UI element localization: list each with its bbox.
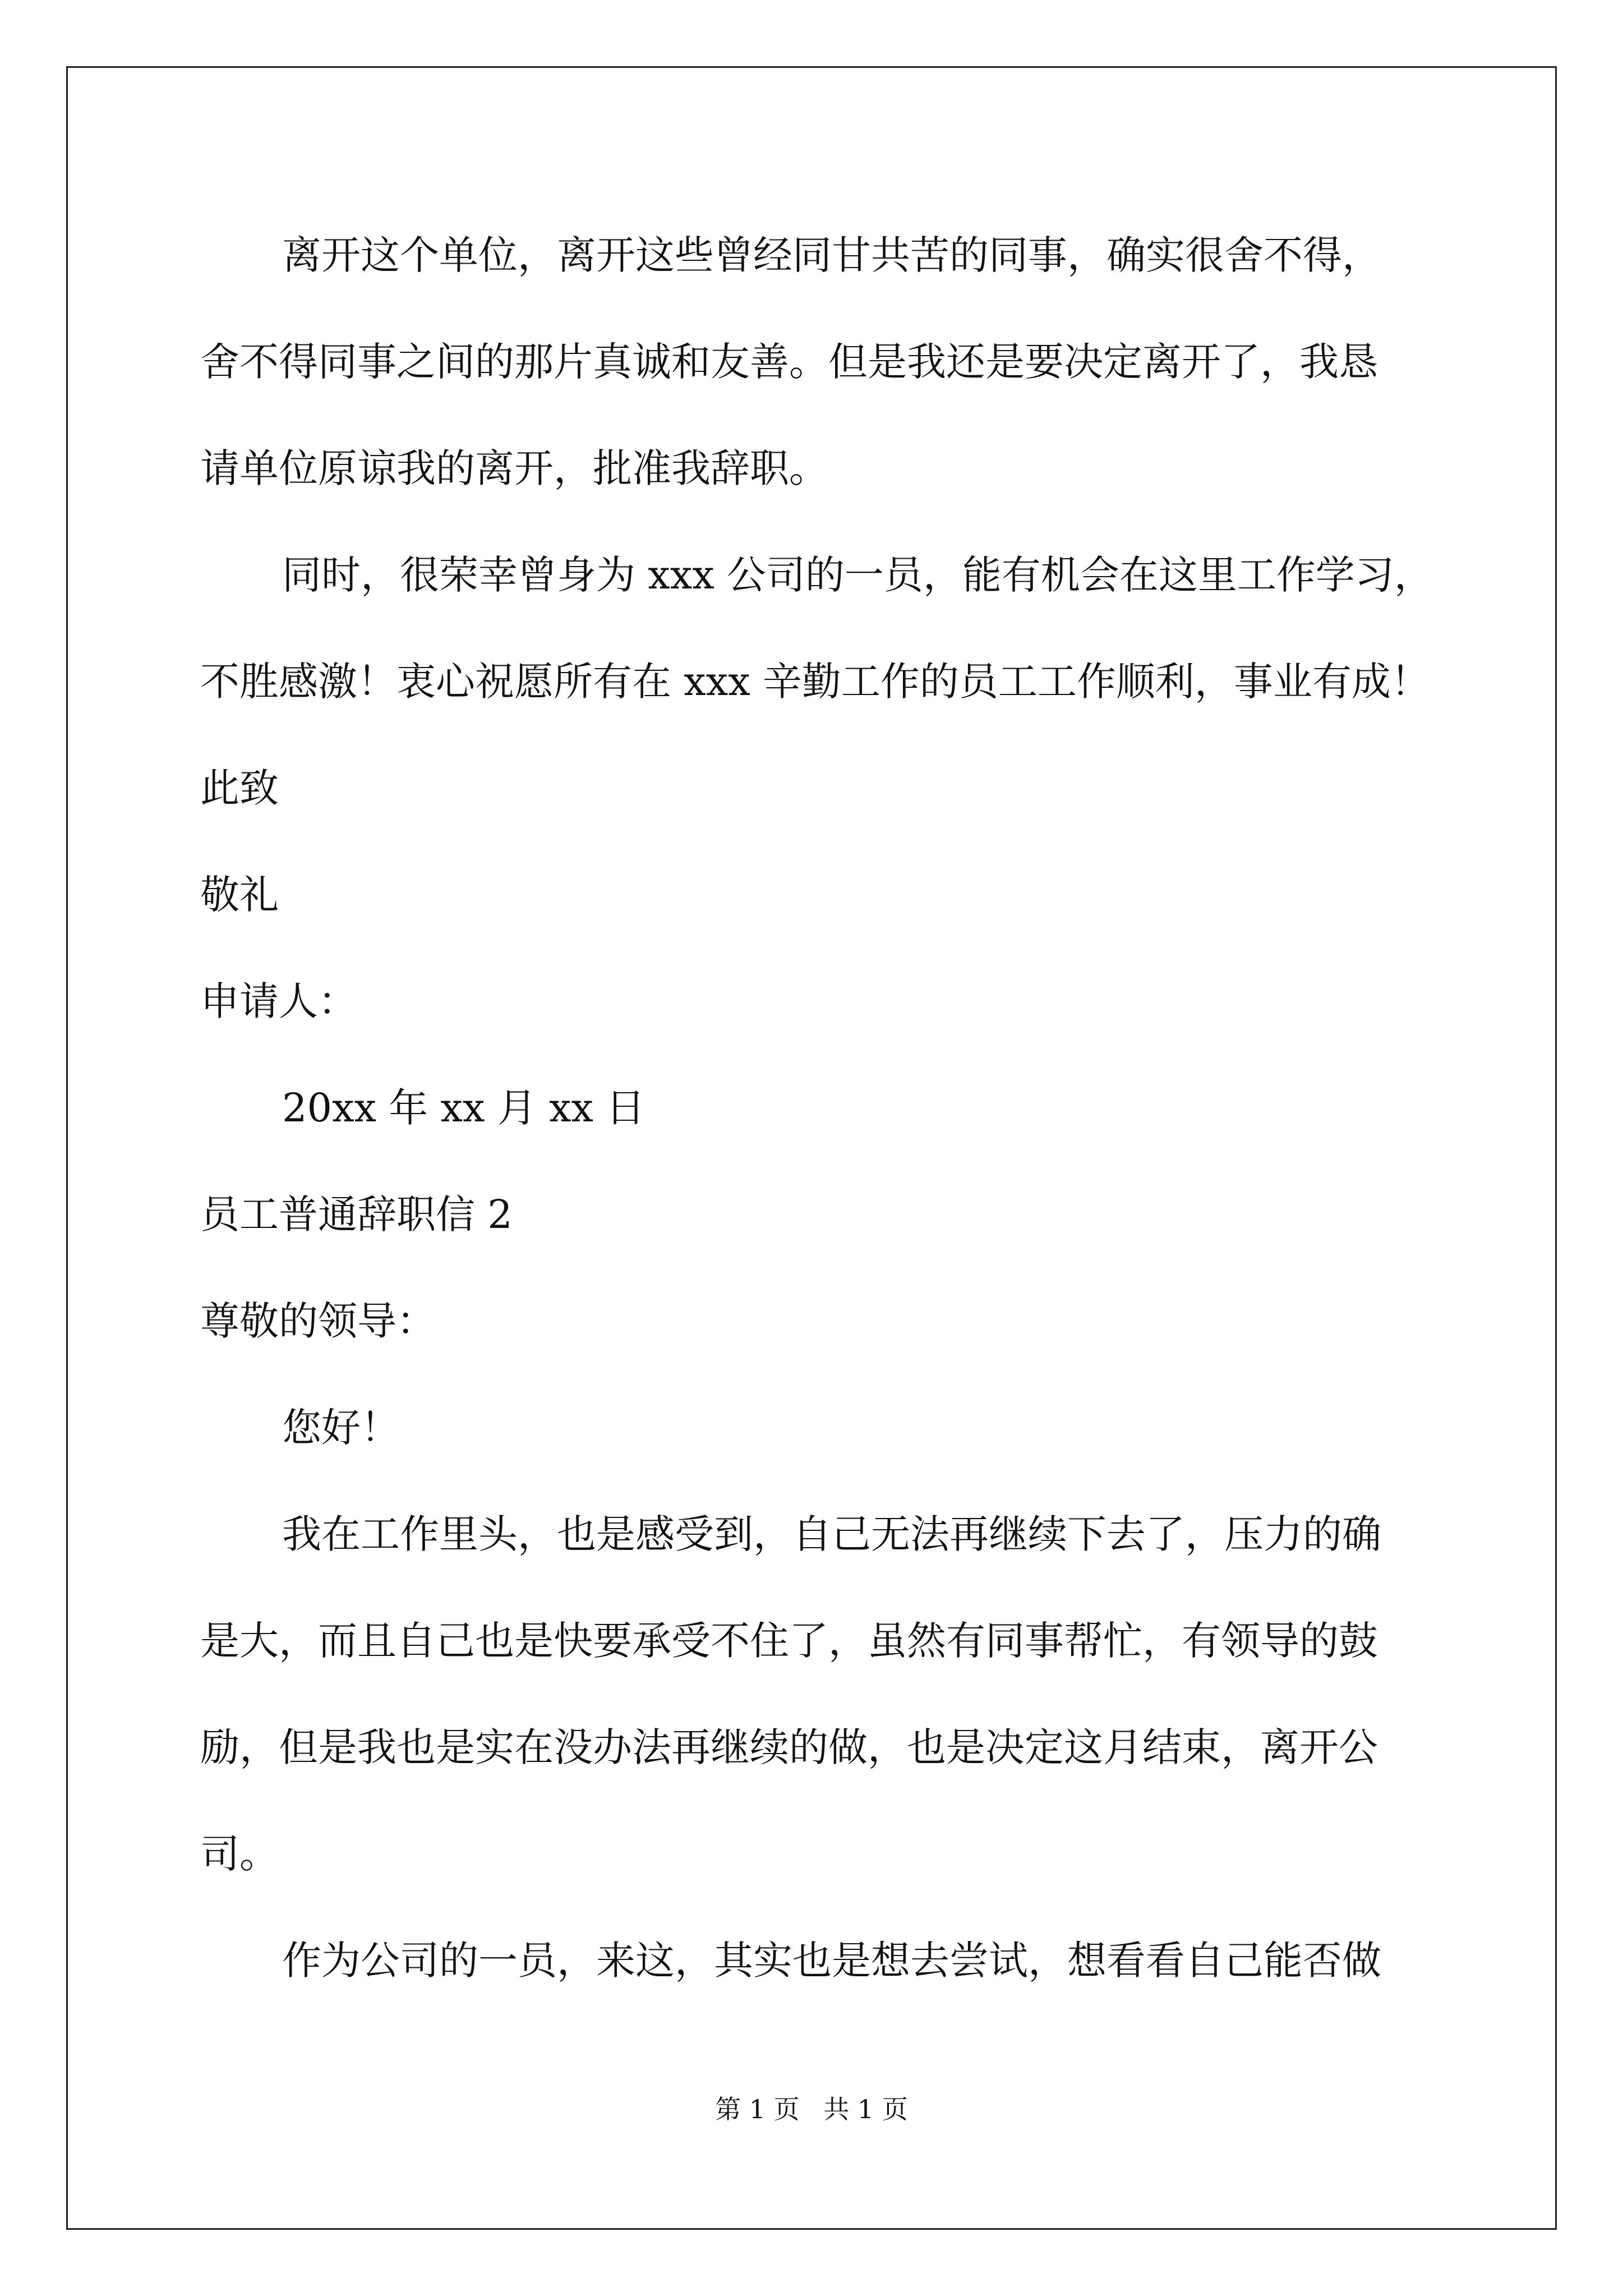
section-title: 员工普通辞职信 2: [200, 1191, 513, 1237]
page-total: 共 1 页: [823, 2094, 908, 2124]
paragraph-line: 我在工作里头，也是感受到，自己无法再继续下去了，压力的确: [282, 1511, 1381, 1557]
paragraph-line: 作为公司的一员，来这，其实也是想去尝试，想看看自己能否做: [282, 1938, 1381, 1984]
paragraph-line: 是大，而且自己也是快要承受不住了，虽然有同事帮忙，有领导的鼓: [200, 1618, 1378, 1664]
date-line: 20xx 年 xx 月 xx 日: [282, 1085, 645, 1131]
applicant-line: 申请人：: [200, 978, 357, 1024]
paragraph-line: 舍不得同事之间的那片真诚和友善。但是我还是要决定离开了，我恳: [200, 339, 1378, 385]
paragraph-line: 不胜感激！衷心祝愿所有在 xxx 辛勤工作的员工工作顺利，事业有成！: [200, 659, 1430, 705]
page-footer: [0, 2092, 1623, 2126]
paragraph-line: 司。: [200, 1831, 279, 1877]
document-body: [200, 202, 1434, 2014]
closing-line: 敬礼: [200, 872, 279, 918]
closing-line: 此致: [200, 765, 279, 811]
paragraph-line: 同时，很荣幸曾身为 xxx 公司的一员，能有机会在这里工作学习，: [282, 552, 1433, 598]
paragraph-line: 离开这个单位，离开这些曾经同甘共苦的同事，确实很舍不得，: [282, 232, 1381, 278]
greeting-line: 您好！: [282, 1405, 400, 1451]
paragraph-line: 请单位原谅我的离开，批准我辞职。: [200, 445, 828, 491]
page-number: 第 1 页: [715, 2094, 800, 2124]
paragraph-line: 励，但是我也是实在没办法再继续的做，也是决定这月结束，离开公: [200, 1724, 1378, 1770]
salutation-line: 尊敬的领导：: [200, 1298, 436, 1344]
